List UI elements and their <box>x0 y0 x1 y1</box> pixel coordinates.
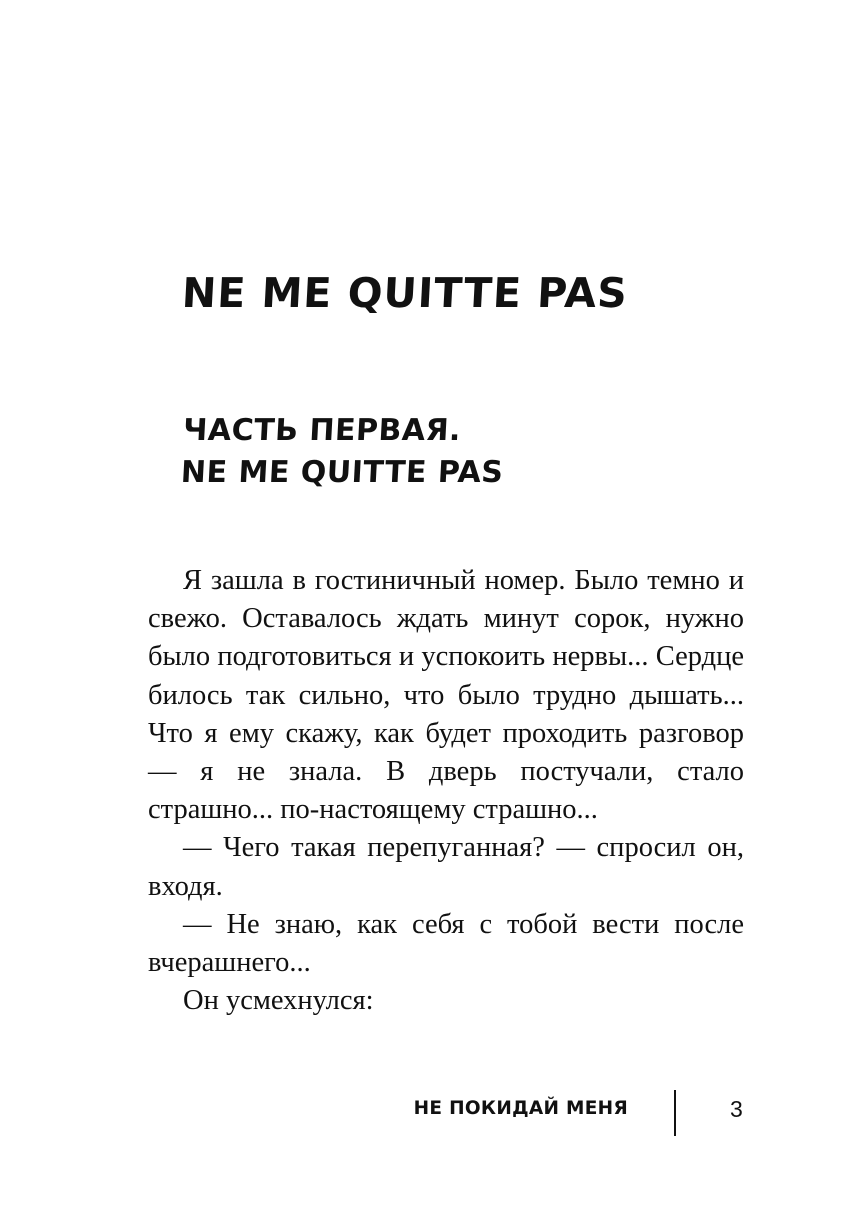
chapter-title: NE ME QUITTE PAS <box>180 269 630 317</box>
body-text <box>148 562 744 1020</box>
paragraph: Он усмехнулся: <box>183 985 374 1017</box>
part-heading-line-2: NE ME QUITTE PAS <box>180 455 505 490</box>
page-number: 3 <box>730 1096 743 1122</box>
footer-divider <box>674 1090 676 1136</box>
paragraph: — Чего такая перепуганная? — спросил он, входя. <box>148 832 744 902</box>
paragraph: — Не знаю, как себя с тобой вести после вчерашнего... <box>148 908 744 979</box>
paragraph: Я зашла в гостиничный номер. Было темно и свежо. Оставалось ждать минут сорок, нужно было подготовиться и успокоить нервы... Сердце билось так сильно, что было трудно дышать... Что я ему скажу, как будет проходить разговор — я не знала. В дверь постучали, стало страшно... по-настоящему страшно... <box>148 565 744 826</box>
part-heading <box>180 410 507 494</box>
running-footer-title: НЕ ПОКИДАЙ МЕНЯ <box>413 1098 628 1119</box>
part-heading-line-1: ЧАСТЬ ПЕРВАЯ. <box>182 413 462 448</box>
